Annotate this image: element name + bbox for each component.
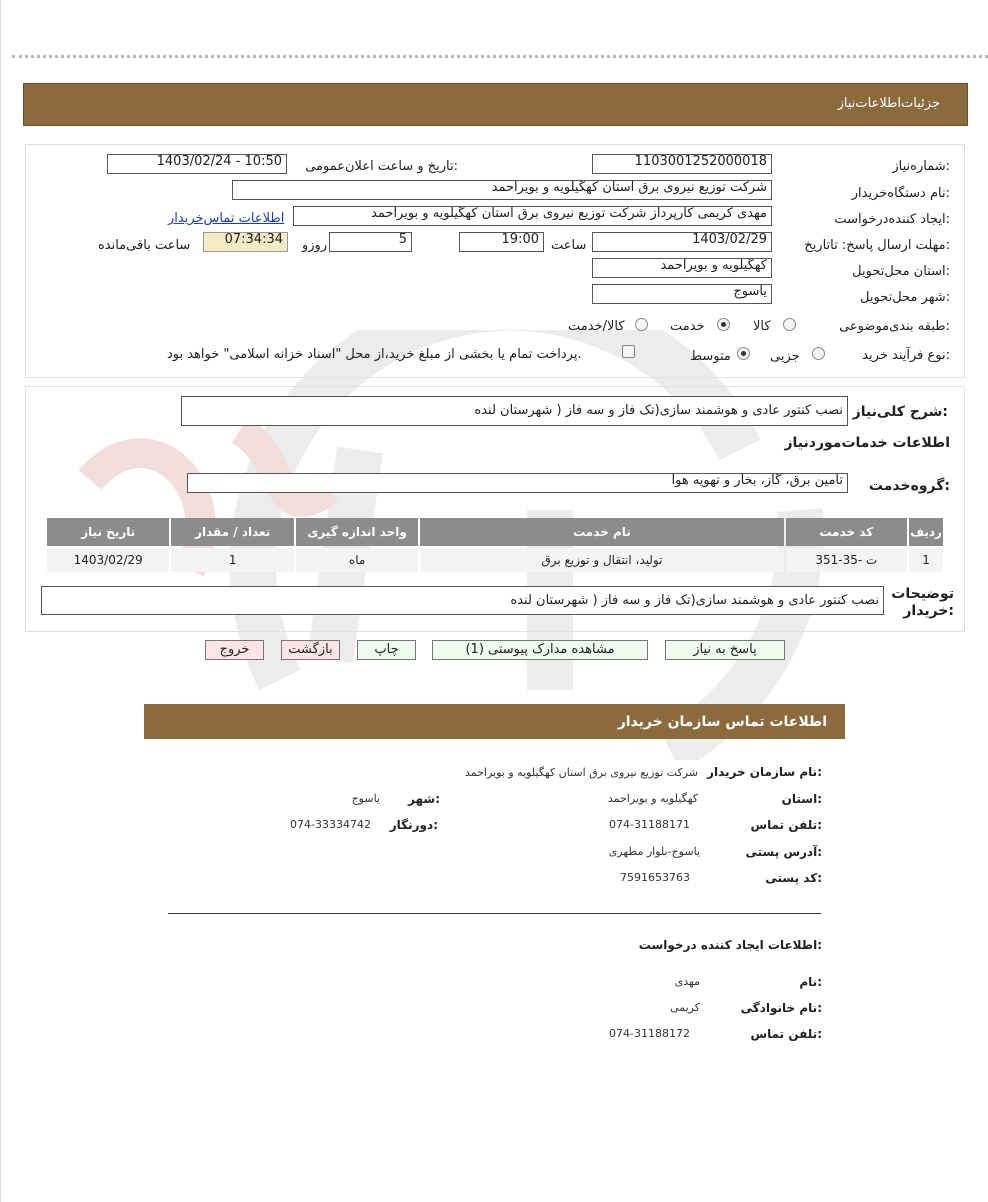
deadline-time-field: 19:00 [459,232,544,252]
remaining-time-field: 07:34:34 [203,232,288,252]
col-row: ردیف [909,518,943,546]
days-remaining-field: 5 [329,232,412,252]
need-number-field: 1103001252000018 [592,154,772,174]
category-goods-radio[interactable] [783,318,796,331]
exit-button[interactable]: خروج [205,640,264,660]
process-minor-radio[interactable] [812,347,825,360]
process-minor-label: جزیی [770,349,800,364]
category-goods-service-label: کالا/خدمت [568,319,625,334]
table-row [47,548,943,572]
contact-city-value: یاسوج [351,792,380,805]
creator-phone-label: تلفن تماس: [750,1027,822,1041]
creator-family-value: کریمی [670,1001,700,1014]
page-title: جزئیات‌اطلاعات‌نیاز [837,96,940,111]
treasury-payment-checkbox[interactable] [622,345,635,358]
page-header-bar [23,83,968,126]
category-label: طبقه بندی‌موضوعی: [839,319,950,334]
announce-date-field: 1403/02/24 - 10:50 [107,154,287,174]
view-attachments-button[interactable]: مشاهده مدارک پیوستی (1) [432,640,648,660]
creator-field: مهدی کریمی کارپرداز شرکت توزیع نیروی برق استان کهگیلویه و بویراحمد [293,206,772,226]
creator-info-title: اطلاعات ایجاد کننده درخواست: [638,938,822,952]
contact-fax-value: 074-33334742 [290,818,371,831]
need-number-label: شماره‌نیاز: [892,159,950,174]
category-service-label: خدمت [670,319,705,334]
creator-name-label: نام: [799,975,822,989]
process-medium-label: متوسط [690,349,731,364]
contact-org-value: شرکت توزیع نیروی برق استان کهگیلویه و بویراحمد [465,766,698,779]
cell-quantity: 1 [171,548,293,572]
deadline-date-field: 1403/02/29 [592,232,772,252]
contact-divider [168,913,821,914]
deadline-label: مهلت ارسال پاسخ: تاتاریخ: [804,238,950,253]
process-label: نوع فرآیند خرید: [862,348,950,363]
top-dotted-divider [12,55,988,58]
category-goods-label: کالا [753,319,771,334]
cell-service-code: ت -35-351 [786,548,907,572]
contact-address-label: آدرس پستی: [745,845,822,859]
contact-postal-value: 7591653763 [620,871,690,884]
buyer-contact-header [144,704,845,739]
col-service-name: نام خدمت [420,518,783,546]
announce-date-label: تاریخ و ساعت اعلان‌عمومی: [305,159,458,174]
service-group-label: گروه‌خدمت: [868,478,950,494]
service-group-field: تامین برق، گاز، بخار و تهویه هوا [187,473,848,493]
category-goods-service-radio[interactable] [635,318,648,331]
process-medium-radio[interactable] [737,347,750,360]
delivery-city-field: یاسوج [592,284,772,304]
delivery-city-label: شهر محل‌تحویل: [860,290,950,305]
contact-province-label: استان: [781,792,822,806]
col-need-date: تاریخ نیاز [47,518,169,546]
cell-service-name: تولید، انتقال و توزیع برق [420,548,783,572]
buyer-org-field: شرکت توزیع نیروی برق استان کهگیلویه و بویراحمد [232,180,772,200]
cell-unit: ماه [296,548,418,572]
contact-postal-label: کد پستی: [765,871,822,885]
contact-address-value: یاسوج-بلوار مطهری [608,845,700,858]
contact-fax-label: دورنگار: [389,818,438,832]
deadline-time-label: ساعت [551,238,587,253]
col-service-code: کد خدمت [786,518,907,546]
buyer-org-label: نام دستگاه‌خریدار: [851,186,950,201]
creator-name-value: مهدی [674,975,700,988]
summary-field: نصب کنتور عادی و هوشمند سازی(تک فاز و سه فاز ( شهرستان لنده [181,396,848,426]
page-border [0,0,1,1202]
cell-need-date: 1403/02/29 [47,548,169,572]
buyer-notes-field: نصب کنتور عادی و هوشمند سازی(تک فاز و سه فاز ( شهرستان لنده [41,586,884,615]
delivery-province-field: کهگیلویه و بویراحمد [592,258,772,278]
category-service-radio[interactable] [717,318,730,331]
remaining-time-label: ساعت باقی‌مانده [98,238,191,253]
back-button[interactable]: بازگشت [281,640,340,660]
col-unit: واحد اندازه گیری [296,518,418,546]
creator-family-label: نام خانوادگی: [740,1001,822,1015]
reply-button[interactable]: پاسخ به نیاز [665,640,785,660]
contact-phone-label: تلفن تماس: [750,818,822,832]
delivery-province-label: استان محل‌تحویل: [852,264,950,279]
print-button[interactable]: چاپ [357,640,416,660]
col-quantity: تعداد / مقدار [171,518,293,546]
contact-province-value: کهگیلویه و بویراحمد [607,792,698,805]
services-table [45,516,945,574]
creator-label: ایجاد کننده‌درخواست: [834,212,950,227]
contact-city-label: شهر: [408,792,440,806]
creator-phone-value: 074-31188172 [609,1027,690,1040]
cell-row: 1 [909,548,943,572]
contact-phone-value: 074-31188171 [609,818,690,831]
buyer-contact-link[interactable]: اطلاعات تماس‌خریدار [168,211,285,226]
services-heading: اطلاعات خدمات‌مورد‌نیاز [784,435,950,451]
treasury-payment-note: پرداخت تمام یا بخشی از مبلغ خرید،از محل "اسناد خزانه اسلامی" خواهد بود. [167,347,582,362]
contact-org-label: نام سازمان خریدار: [707,765,822,779]
buyer-contact-title: اطلاعات تماس سازمان خریدار [617,714,827,730]
buyer-notes-label: توضیحات خریدار: [891,586,954,619]
summary-label: شرح کلی‌نیاز: [852,404,948,420]
days-label: روزو [302,238,328,253]
